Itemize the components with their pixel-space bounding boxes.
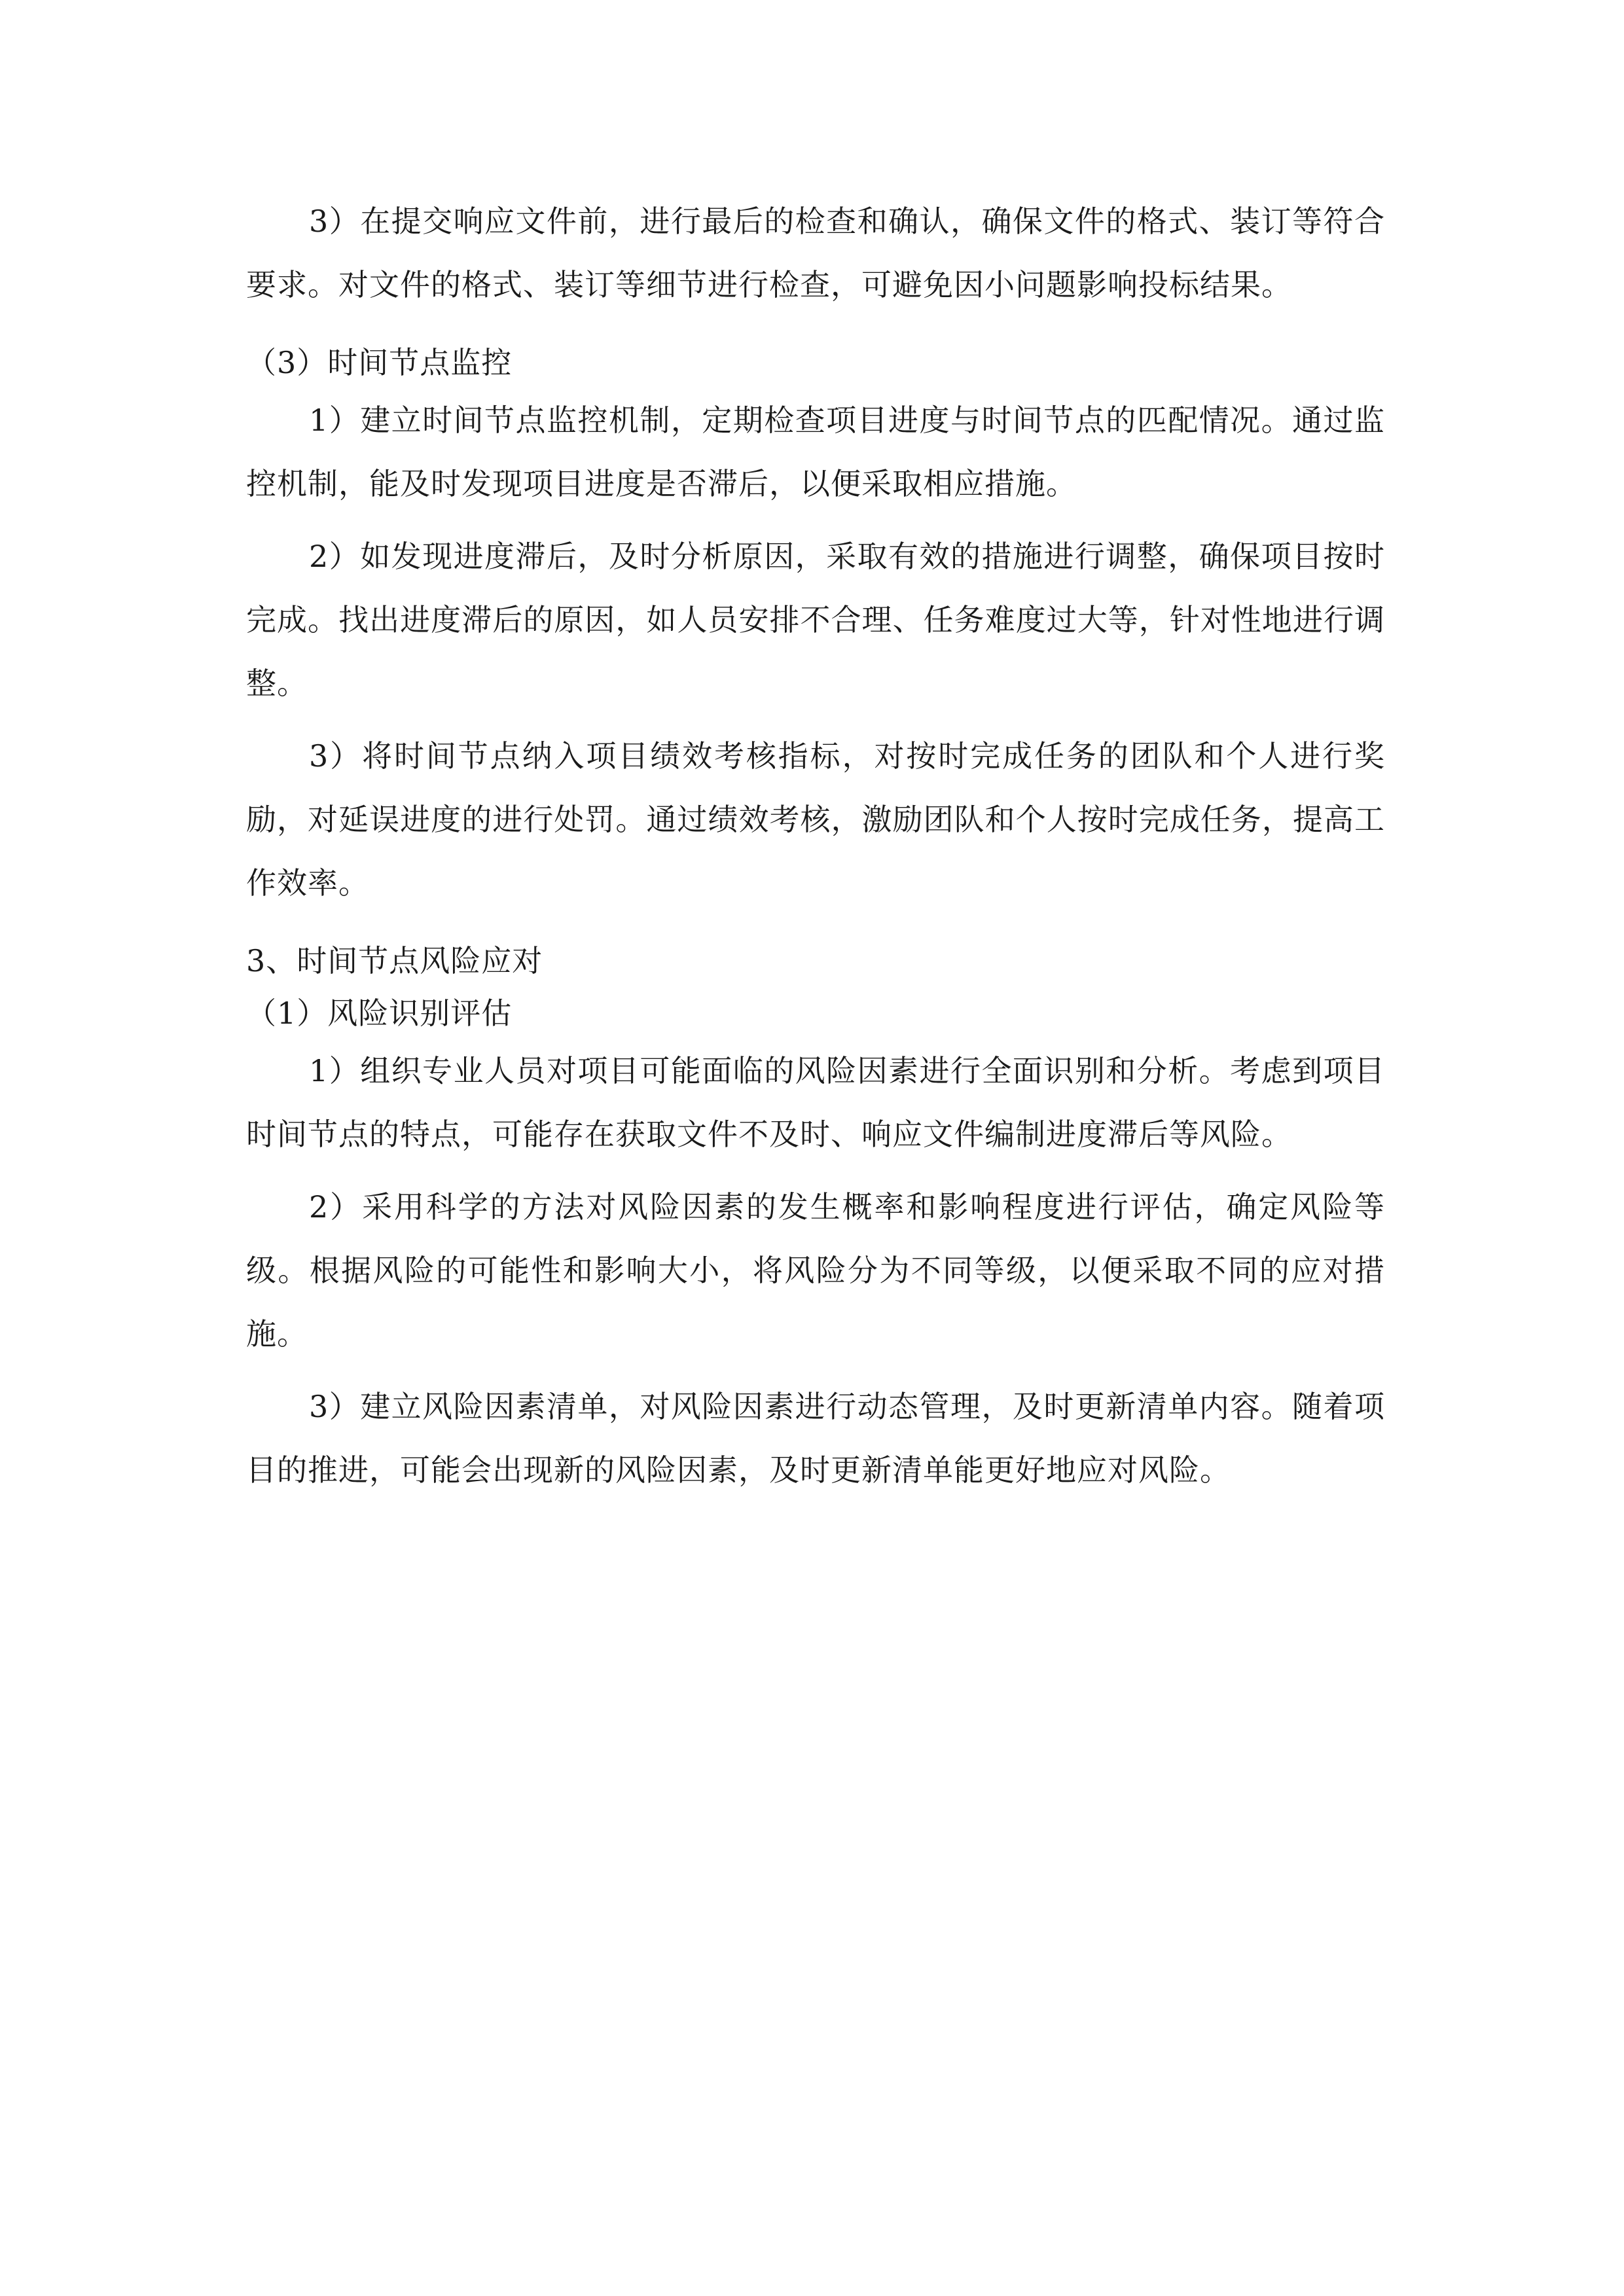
paragraph-monitoring-mechanism: 1）建立时间节点监控机制，定期检查项目进度与时间节点的匹配情况。通过监控机制，能及时发现项目进度是否滞后，以便采取相应措施。	[246, 403, 1385, 501]
heading-time-node-monitoring: （3）时间节点监控	[246, 345, 513, 380]
paragraph-delay-analysis: 2）如发现进度滞后，及时分析原因，采取有效的措施进行调整，确保项目按时完成。找出进度滞后的原因，如人员安排不合理、任务难度过大等，针对性地进行调整。	[246, 539, 1385, 701]
heading-risk-identification: （1）风险识别评估	[246, 996, 513, 1031]
paragraph-risk-evaluate: 2）采用科学的方法对风险因素的发生概率和影响程度进行评估，确定风险等级。根据风险的可能性和影响大小，将风险分为不同等级，以便采取不同的应对措施。	[246, 1189, 1385, 1352]
paragraph-final-check: 3）在提交响应文件前，进行最后的检查和确认，确保文件的格式、装订等符合要求。对文件的格式、装订等细节进行检查，可避免因小问题影响投标结果。	[246, 204, 1385, 302]
paragraph-performance-assessment: 3）将时间节点纳入项目绩效考核指标，对按时完成任务的团队和个人进行奖励，对延误进度的进行处罚。通过绩效考核，激励团队和个人按时完成任务，提高工作效率。	[246, 738, 1385, 901]
paragraph-risk-identify: 1）组织专业人员对项目可能面临的风险因素进行全面识别和分析。考虑到项目时间节点的特点，可能存在获取文件不及时、响应文件编制进度滞后等风险。	[246, 1053, 1385, 1152]
heading-risk-response: 3、时间节点风险应对	[246, 943, 543, 978]
document-body	[246, 190, 1385, 1502]
paragraph-risk-list: 3）建立风险因素清单，对风险因素进行动态管理，及时更新清单内容。随着项目的推进，可能会出现新的风险因素，及时更新清单能更好地应对风险。	[246, 1389, 1385, 1488]
